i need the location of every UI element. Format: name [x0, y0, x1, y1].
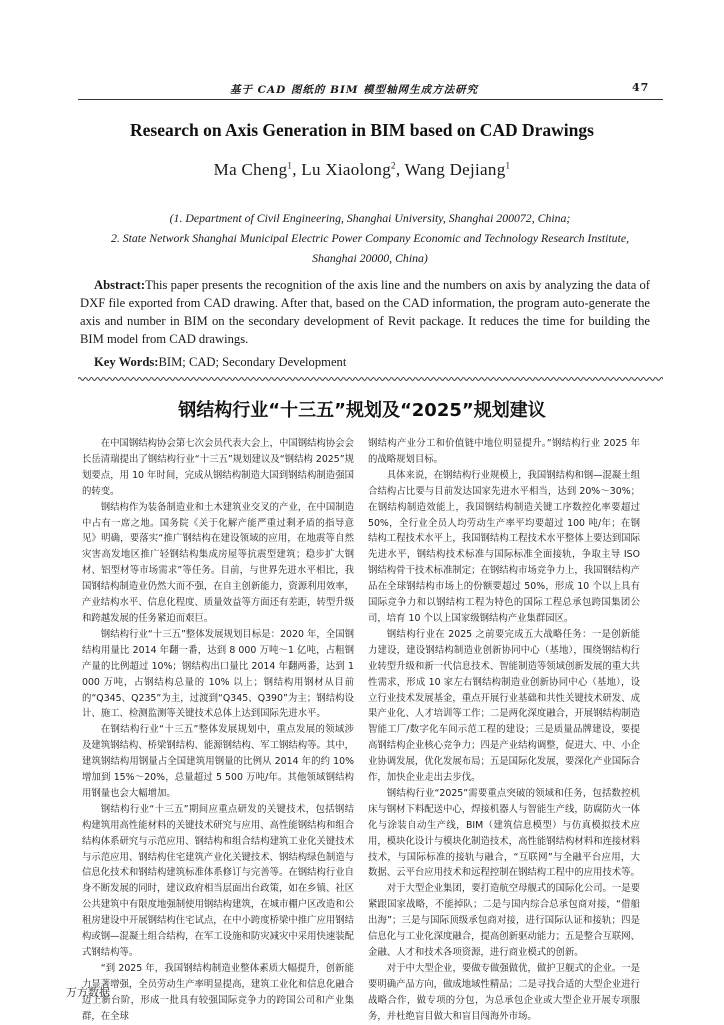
- body-paragraph: 钢结构行业“2025”需要重点突破的领域和任务，包括数控机床与钢材下料配送中心，焊接机器人与智能生产线，防腐防火一体化与涂装自动生产线，BIM（建筑信息模型）与仿真模拟技术应用，模块化设计与模块化制造技术，高性能钢结构材料和连接材料技术，与国际标准的接轨与融合，“互联网”与全融平台应用，大数据、云平台应用技术和远程控制在钢结构工程中的应用技术等。: [368, 787, 640, 879]
- abstract: [80, 276, 650, 348]
- right-column: [368, 436, 640, 1025]
- body-paragraph: 对于大型企业集团，要打造航空母舰式的国际化公司。一是要紧跟国家战略，不能掉队；二是与国内综合总承包商对接，“借船出海”；三是与国际顶级承包商对接，进行国际认证和接轨；四是信息化与工业化深度融合，提高创新驱动能力；五是整合互联网、金融、人才和技术各项资源，进行商业模式的创新。: [368, 883, 640, 958]
- author-separator: ,: [395, 160, 405, 179]
- body-paragraph: “到 2025 年，我国钢结构制造业整体素质大幅提升，创新能力显著增强，全员劳动生产率明显提高，建筑工业化和信息化融合迈上新台阶，形成一批具有较强国际竞争力的跨国公司和产业集群，在全球: [82, 962, 354, 1022]
- running-title: 基于 CAD 图纸的 BIM 模型轴网生成方法研究: [230, 84, 479, 96]
- author-affil-mark: 2: [391, 160, 396, 171]
- body-paragraph: 钢结构作为装备制造业和土木建筑业交叉的产业，在中国制造中占有一席之地。国务院《关于化解产能严重过剩矛盾的指导意见》明确，要落实“推广钢结构在建设领域的应用，在地震等自然灾害高发地区推广轻钢结构集成房屋等抗震型建筑；稳步扩大钢材、铝型材等市场需求”等任务。目前，与世界先进水平相比，我国钢结构制造业仍然大而不强，在自主创新能力，资源利用效率，产业结构水平、信息化程度、质量效益等方面还有差距，转型升级和跨越发展的任务紧迫而艰巨。: [82, 501, 354, 624]
- body-paragraph: 钢结构产业分工和价值链中地位明显提升。”钢结构行业 2025 年的战略规划目标。: [368, 438, 640, 465]
- author-list: [0, 160, 724, 180]
- keywords-label: Key Words:: [94, 355, 159, 369]
- affiliation-line: (1. Department of Civil Engineering, Shanghai University, Shanghai 200072, China;: [169, 211, 571, 225]
- body-paragraph: 钢结构行业“十三五”期间应重点研发的关键技术，包括钢结构建筑用高性能材料的关键技术研究与应用、高性能钢结构和组合结构体系研究与示范应用、钢结构和组合结构建筑工业化关键技术与示范应用、钢结构住宅建筑产业化关键技术、钢结构绿色制造与信息化技术和钢结构建筑标准体系修订与完善等。在钢结构行业自身不断发展的同时，建议政府相当层面出台政策，如在乡镇、社区公共建筑中有限度地强制使用钢结构建筑，在城市棚户区改造和公租房建设中开展钢结构住宅试点，在中小跨度桥梁中推广应用钢结构或钢—混凝土组合结构，在军工设施和防灾减灾中采用快速装配式钢结构等。: [82, 803, 354, 958]
- left-column: [82, 436, 354, 1025]
- page-number: 47: [632, 81, 650, 94]
- wavy-divider: [78, 375, 663, 383]
- header-rule: [78, 99, 663, 100]
- body-paragraph: 具体来说，在钢结构行业规模上，我国钢结构和钢—混凝土组合结构占比要与目前发达国家先进水平相当，达到 20%～30%；在钢结构制造效能上，我国钢结构制造关键工序数控化率要超过 50%，全行业全员人均劳动生产率平均要超过 100 吨/年；在钢结构工程技术水平上，我国钢结构工程技术水平整体上要达到国际先进水平，钢结构技术标准与国际标准全面接轨，争取主导 ISO 钢结构骨干技术标准制定；在钢结构市场竞争力上，我国钢结构产品在全球钢结构市场上的份额要超过 50%，形成 10 个以上具有国际竞争力和以钢结构工程为特色的国际工程总承包跨国集团公司，培育 10 个以上国家级钢结构产业集群园区。: [368, 469, 640, 624]
- author-affil-mark: 1: [505, 160, 511, 171]
- body-paragraph: 钢结构行业在 2025 之前要完成五大战略任务：一是创新能力建设，建设钢结构制造业创新协同中心（基地），围绕钢结构行业转型升级和新一代信息技术、智能制造等领域创新发展的重大共性需求，形成 10 家左右钢结构制造业创新协同中心（基地），设立行业技术发展基金，重点开展行业基础和共性关键技术研发、成果产业化、人才培训等工作；二是两化深度融合，开展钢结构制造智能工厂/数字化车间示范工程的建设；三是质量品牌建设，要提高钢结构企业核心竞争力；四是产业结构调整，促进大、中、小企业协调发展，优化发展布局；五是国际化发展，要深化产业国际合作，加快企业走出去步伐。: [368, 628, 640, 784]
- affiliations: [80, 208, 660, 268]
- author-name: Ma Cheng: [213, 160, 288, 179]
- author-name: Wang Dejiang: [404, 160, 506, 179]
- author-name: Lu Xiaolong: [301, 160, 391, 179]
- author-affil-mark: 1: [287, 160, 293, 171]
- keywords: [94, 355, 346, 370]
- body-paragraph: 在钢结构行业“十三五”整体发展规划中，重点发展的领域涉及建筑钢结构、桥梁钢结构、能源钢结构、军工钢结构等。其中，建筑钢结构用钢量占全国建筑用钢量的比例从 2014 年的约 10% 增加到 15%～20%，总量超过 5 500 万吨/年。其他领域钢结构用钢量也会大幅增加。: [82, 724, 354, 799]
- abstract-text: This paper presents the recognition of the axis line and the numbers on axis by analyzing the data of DXF file exported from CAD drawing. After that, based on the CAD information, the program auto-generate the axis and number in BIM on the secondary development of Revit package. It reduces the time for building the BIM model from CAD drawings.: [80, 278, 650, 346]
- body-paragraph: 在中国钢结构协会第七次会员代表大会上，中国钢结构协会会长岳清瑞提出了钢结构行业“十三五”规划建议及“钢结构 2025”规划要点，用 10 年时间，完成从钢结构制造大国到钢结构制造强国的转变。: [82, 438, 354, 497]
- author-separator: ,: [292, 160, 302, 179]
- abstract-label: Abstract:: [94, 278, 146, 292]
- chinese-title: 钢结构行业“十三五”规划及“2025”规划建议: [178, 400, 546, 421]
- keywords-text: BIM; CAD; Secondary Development: [158, 355, 347, 369]
- english-title: Research on Axis Generation in BIM based on CAD Drawings: [130, 120, 594, 140]
- affiliation-line: Shanghai 20000, China): [312, 251, 428, 265]
- watermark: 万方数据: [66, 986, 110, 999]
- body-paragraph: 对于中大型企业，要做专做强做优，做护卫舰式的企业。一是要明确产品方向，做成地域性精品；二是寻找合适的大型企业进行战略合作，做专项的分包，为总承包企业或大型企业开展专项服务，并杜绝盲目做大和盲目闯海外市场。: [368, 962, 640, 1022]
- body-paragraph: 钢结构行业“十三五”整体发展规划目标是：2020 年，全国钢结构用量比 2014 年翻一番，达到 8 000 万吨～1 亿吨，占粗钢产量的比例超过 10%；钢结构出口量比 2014 年翻两番，达到 1 000 万吨，占钢结构总量的 10% 以上；钢结构用钢材从目前的“Q345、Q235”为主，过渡到“Q345、Q390”为主；钢结构设计、施工、检测监测等关键技术总体上达到国际先进水平。: [82, 628, 354, 720]
- affiliation-line: 2. State Network Shanghai Municipal Electric Power Company Economic and Technology Research Institute,: [110, 231, 630, 245]
